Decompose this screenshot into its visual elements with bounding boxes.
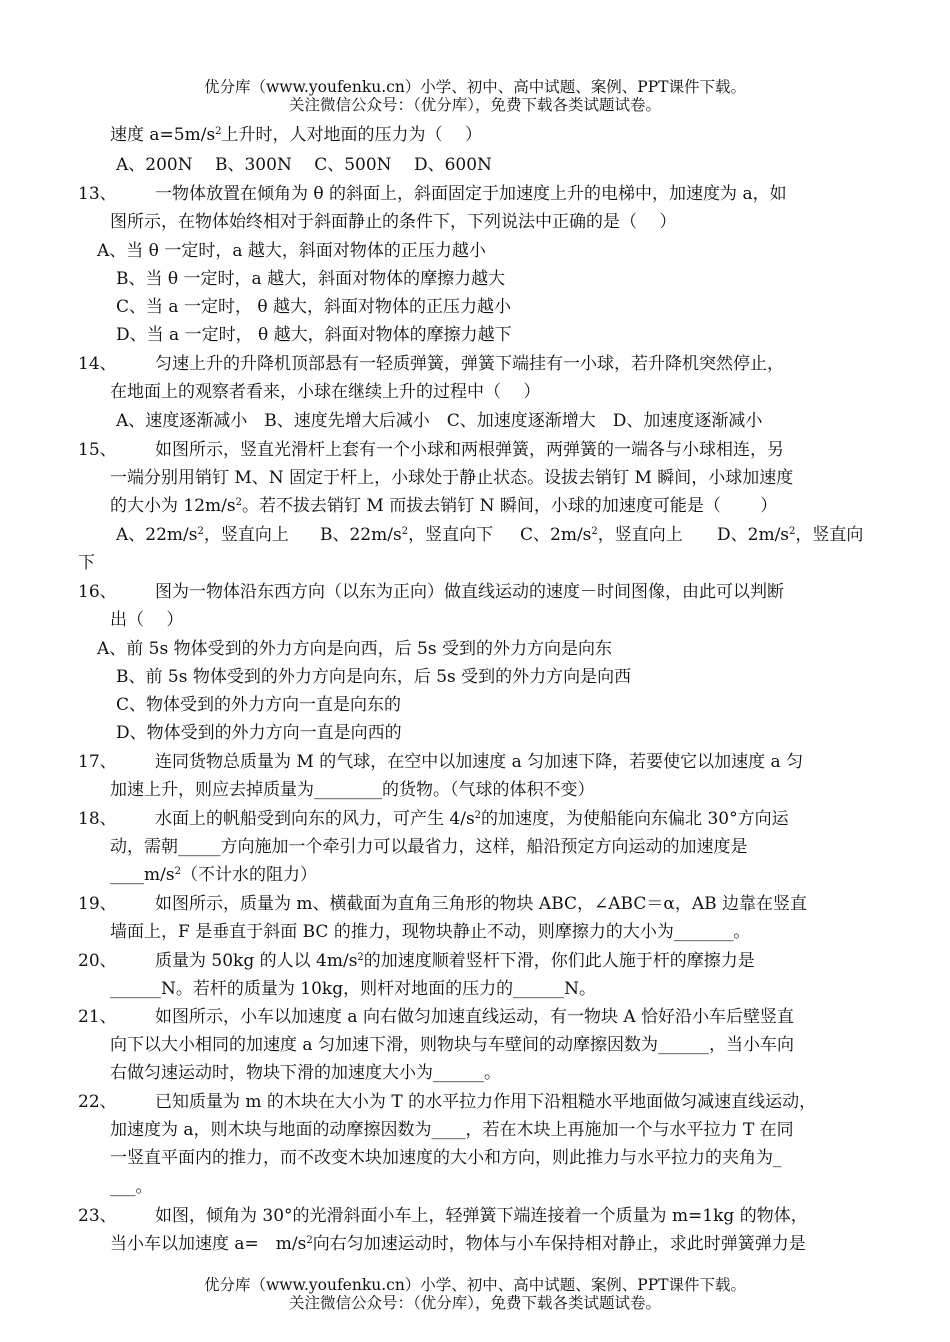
q18-line-3: $\_\_\_\_m/s^2$（不计水的阻力）	[110, 865, 317, 885]
q15-line-3: 的大小为 $12m/s^2$。若不拔去销钉 M 而拔去销钉 N 瞬间，小球的加速度可能是（ ）	[110, 496, 778, 516]
q12-options: A、200N B、300N C、500N D、600N	[116, 155, 492, 175]
q13-line-1: 一物体放置在倾角为 θ 的斜面上，斜面固定于加速度上升的电梯中，加速度为 a，如	[155, 184, 787, 204]
q13-option-c: C、当 a 一定时， θ 越大，斜面对物体的正压力越小	[116, 297, 511, 317]
q23-line-2: 当小车以加速度 a= $m/s^2$向右匀加速运动时，物体与小车保持相对静止，求此时弹簧弹力是	[110, 1234, 806, 1254]
q22-line-2: 加速度为 a，则木块与地面的动摩擦因数为____，若在木块上再施加一个与水平拉力 T 在同	[110, 1120, 794, 1140]
q21-number: 21、	[78, 1007, 117, 1027]
q12-continuation: 速度 $a=5m/s^2$上升时，人对地面的压力为（ ）	[110, 125, 482, 145]
q21-line-2: 向下以大小相同的加速度 a 匀加速下滑，则物块与车壁间的动摩擦因数为______，当小车向	[110, 1035, 794, 1055]
q14-number: 14、	[78, 354, 117, 374]
q14-options: A、速度逐渐减小 B、速度先增大后减小 C、加速度逐渐增大 D、加速度逐渐减小	[116, 411, 763, 431]
header-line-2: 关注微信公众号：（优分库），免费下载各类试题试卷。	[288, 96, 661, 114]
q15-option-c: C、$2m/s^2$，竖直向上	[520, 525, 683, 545]
q18-number: 18、	[78, 809, 117, 829]
q22-number: 22、	[78, 1092, 117, 1112]
q19-number: 19、	[78, 894, 117, 914]
q15-line-1: 如图所示，竖直光滑杆上套有一个小球和两根弹簧，两弹簧的一端各与小球相连，另	[155, 440, 784, 460]
q16-line-1: 图为一物体沿东西方向（以东为正向）做直线运动的速度－时间图像，由此可以判断	[155, 582, 784, 602]
q15-line-2: 一端分别用销钉 M、N 固定于杆上，小球处于静止状态。设拔去销钉 M 瞬间，小球加速度	[110, 468, 794, 488]
q17-line-2: 加速上升，则应去掉质量为________的货物。（气球的体积不变）	[110, 780, 595, 800]
q15-continuation: 下	[78, 553, 95, 573]
q17-line-1: 连同货物总质量为 M 的气球，在空中以加速度 a 匀加速下降，若要使它以加速度 a 匀	[155, 752, 804, 772]
q13-number: 13、	[78, 184, 117, 204]
footer-line-2: 关注微信公众号：（优分库），免费下载各类试题试卷。	[288, 1294, 661, 1312]
q14-line-2: 在地面上的观察者看来，小球在继续上升的过程中（ ）	[110, 382, 541, 402]
q21-line-1: 如图所示，小车以加速度 a 向右做匀加速直线运动，有一物块 A 恰好沿小车后壁竖直	[155, 1007, 795, 1027]
q16-line-2: 出（ ）	[110, 610, 184, 630]
q21-line-3: 右做匀速运动时，物块下滑的加速度大小为______。	[110, 1063, 501, 1083]
header-line-1: 优分库（www.youfenku.cn）小学、初中、高中试题、案例、PPT课件下载。	[203, 78, 747, 96]
q18-line-2: 动，需朝_____方向施加一个牵引力可以最省力，这样，船沿预定方向运动的加速度是	[110, 837, 748, 857]
q19-line-2: 墙面上，F 是垂直于斜面 BC 的推力，现物块静止不动，则摩擦力的大小为_______。	[110, 922, 751, 942]
q14-line-1: 匀速上升的升降机顶部悬有一轻质弹簧，弹簧下端挂有一小球，若升降机突然停止，	[155, 354, 784, 374]
q19-line-1: 如图所示，质量为 m、横截面为直角三角形的物块 ABC，∠ABC＝α，AB 边靠在竖直	[155, 894, 808, 914]
q15-option-a: A、$22m/s^2$，竖直向上	[116, 525, 289, 545]
q13-option-d: D、当 a 一定时， θ 越大，斜面对物体的摩擦力越下	[116, 325, 512, 345]
q23-line-1: 如图，倾角为 30°的光滑斜面小车上，轻弹簧下端连接着一个质量为 m=1kg 的物体，	[155, 1206, 808, 1226]
q20-line-2: ______N。若杆的质量为 10kg，则杆对地面的压力的______N。	[110, 979, 596, 999]
q16-number: 16、	[78, 582, 117, 602]
page-header	[0, 78, 950, 114]
q22-line-1: 已知质量为 m 的木块在大小为 T 的水平拉力作用下沿粗糙水平地面做匀减速直线运动，	[155, 1092, 817, 1112]
q13-option-a: A、当 θ 一定时，a 越大，斜面对物体的正压力越小	[97, 241, 486, 261]
q16-option-b: B、前 5s 物体受到的外力方向是向东，后 5s 受到的外力方向是向西	[116, 667, 632, 687]
q15-option-b: B、$22m/s^2$，竖直向下	[320, 525, 494, 545]
footer-line-1: 优分库（www.youfenku.cn）小学、初中、高中试题、案例、PPT课件下载。	[203, 1276, 747, 1294]
q16-option-c: C、物体受到的外力方向一直是向东的	[116, 695, 402, 715]
q20-line-1: 质量为 50kg 的人以 $4m/s^2$的加速度顺着竖杆下滑，你们此人施于杆的摩擦力是	[155, 951, 755, 971]
q16-option-a: A、前 5s 物体受到的外力方向是向西，后 5s 受到的外力方向是向东	[97, 639, 612, 659]
page-footer	[0, 1276, 950, 1312]
q15-option-d: D、$2m/s^2$，竖直向	[717, 525, 864, 545]
q23-number: 23、	[78, 1206, 117, 1226]
q13-option-b: B、当 θ 一定时，a 越大，斜面对物体的摩擦力越大	[116, 269, 506, 289]
q15-number: 15、	[78, 440, 117, 460]
q17-number: 17、	[78, 752, 117, 772]
q16-option-d: D、物体受到的外力方向一直是向西的	[116, 723, 402, 743]
q22-line-4: ___。	[110, 1177, 153, 1197]
q22-line-3: 一竖直平面内的推力，而不改变木块加速度的大小和方向，则此推力与水平拉力的夹角为_	[110, 1148, 782, 1168]
q18-line-1: 水面上的帆船受到向东的风力，可产生 $4/s^2$的加速度，为使船能向东偏北 30°方向运	[155, 809, 789, 829]
q20-number: 20、	[78, 951, 117, 971]
q13-line-2: 图所示，在物体始终相对于斜面静止的条件下，下列说法中正确的是（ ）	[110, 212, 677, 232]
